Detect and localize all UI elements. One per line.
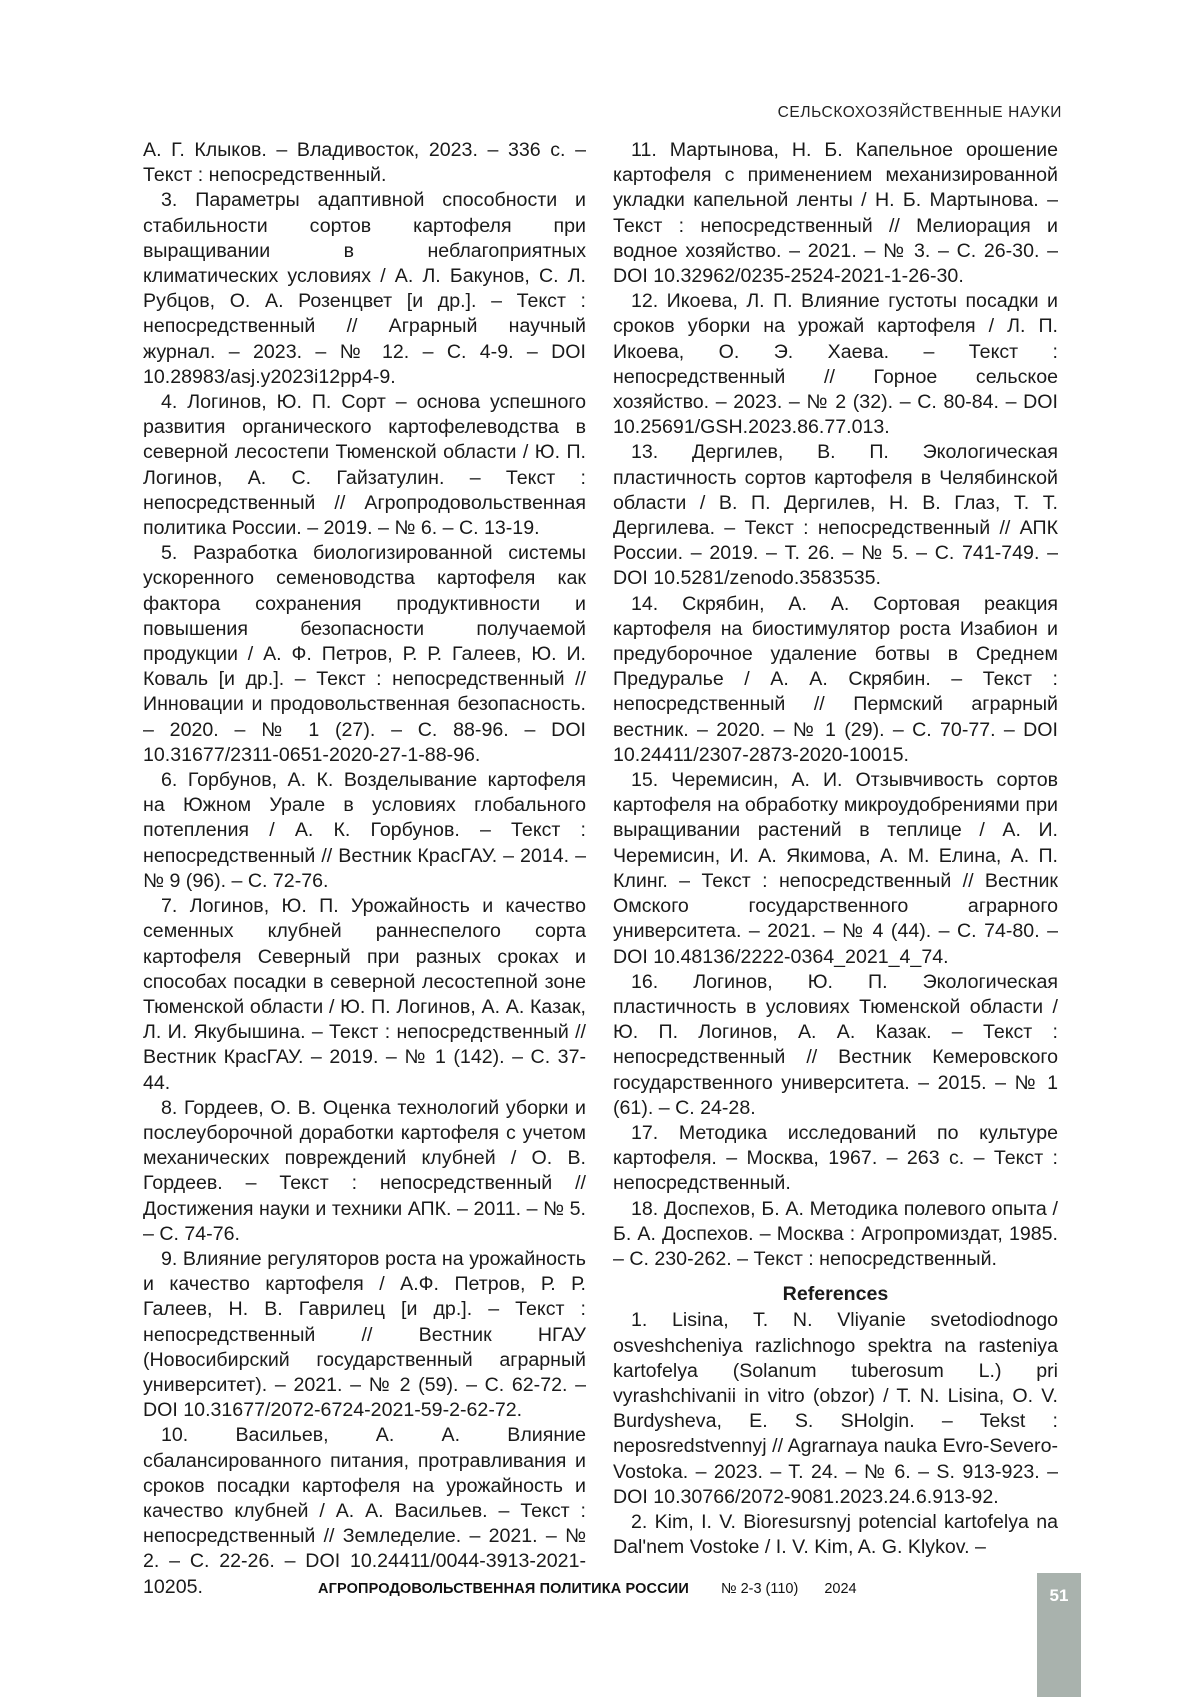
reference-item: 16. Логинов, Ю. П. Экологическая пластичность в условиях Тюменской области / Ю. П. Логинов, А. А. Казак. – Текст : непосредственный // Вестник Кемеровского государственного университета. – 2015. – № 1 (61). – С. 24-28. (613, 970, 1058, 1121)
reference-item: 13. Дергилев, В. П. Экологическая пластичность сортов картофеля в Челябинской области / В. П. Дергилев, Н. В. Глаз, Т. Т. Дергилева. – Текст : непосредственный // АПК России. – 2019. – Т. 26. – № 5. – С. 741-749. – DOI 10.5281/zenodo.3583535. (613, 440, 1058, 591)
issue-year: 2024 (824, 1581, 856, 1597)
reference-item: 17. Методика исследований по культуре картофеля. – Москва, 1967. – 263 с. – Текст : непосредственный. (613, 1121, 1058, 1197)
reference-item: 3. Параметры адаптивной способности и стабильности сортов картофеля при выращивании в неблагоприятных климатических условиях / А. Л. Бакунов, С. Л. Рубцов, О. А. Розенцвет [и др.]. – Текст : непосредственный // Аграрный научный журнал. – 2023. – № 12. – С. 4-9. – DOI 10.28983/asj.y2023i12pp4-9. (143, 188, 586, 390)
page-footer (318, 1581, 857, 1597)
reference-item: 8. Гордеев, О. В. Оценка технологий уборки и послеуборочной доработки картофеля с учетом механических повреждений клубней / О. В. Гордеев. – Текст : непосредственный // Достижения науки и техники АПК. – 2011. – № 5. – С. 74-76. (143, 1096, 586, 1247)
reference-item: 10. Васильев, А. А. Влияние сбалансированного питания, протравливания и сроков посадки картофеля на урожайность и качество клубней / А. А. Васильев. – Текст : непосредственный // Земледелие. – 2021. – № 2. – С. 22-26. – DOI 10.24411/0044-3913-2021-10205. (143, 1423, 586, 1599)
reference-item: 9. Влияние регуляторов роста на урожайность и качество картофеля / А.Ф. Петров, Р. Р. Галеев, Н. В. Гаврилец [и др.]. – Текст : непосредственный // Вестник НГАУ (Новосибирский государственный аграрный университет). – 2021. – № 2 (59). – С. 62-72. – DOI 10.31677/2072-6724-2021-59-2-62-72. (143, 1247, 586, 1423)
reference-item: 14. Скрябин, А. А. Сортовая реакция картофеля на биостимулятор роста Изабион и предуборочное удаление ботвы в Среднем Предуралье / А. А. Скрябин. – Текст : непосредственный // Пермский аграрный вестник. – 2020. – № 1 (29). – С. 70-77. – DOI 10.24411/2307-2873-2020-10015. (613, 592, 1058, 768)
page-number: 51 (1037, 1586, 1081, 1606)
reference-item: 6. Горбунов, А. К. Возделывание картофеля на Южном Урале в условиях глобального потепления / А. К. Горбунов. – Текст : непосредственный // Вестник КрасГАУ. – 2014. – № 9 (96). – С. 72-76. (143, 768, 586, 894)
references-heading: References (613, 1282, 1058, 1307)
left-column (143, 138, 586, 1600)
right-column (613, 138, 1058, 1560)
issue-number: № 2-3 (110) (721, 1581, 798, 1597)
reference-item: 18. Доспехов, Б. А. Методика полевого опыта / Б. А. Доспехов. – Москва : Агропромиздат, 1985. – С. 230-262. – Текст : непосредственный. (613, 1197, 1058, 1273)
section-header: СЕЛЬСКОХОЗЯЙСТВЕННЫЕ НАУКИ (778, 104, 1062, 122)
journal-title: АГРОПРОДОВОЛЬСТВЕННАЯ ПОЛИТИКА РОССИИ (318, 1581, 689, 1597)
reference-item: 5. Разработка биологизированной системы ускоренного семеноводства картофеля как фактора сохранения продуктивности и повышения безопасности получаемой продукции / А. Ф. Петров, Р. Р. Галеев, Ю. И. Коваль [и др.]. – Текст : непосредственный // Инновации и продовольственная безопасность. – 2020. – № 1 (27). – С. 88-96. – DOI 10.31677/2311-0651-2020-27-1-88-96. (143, 541, 586, 768)
reference-item: 12. Икоева, Л. П. Влияние густоты посадки и сроков уборки на урожай картофеля / Л. П. Икоева, О. Э. Хаева. – Текст : непосредственный // Горное сельское хозяйство. – 2023. – № 2 (32). – С. 80-84. – DOI 10.25691/GSH.2023.86.77.013. (613, 289, 1058, 440)
reference-item: 7. Логинов, Ю. П. Урожайность и качество семенных клубней раннеспелого сорта картофеля Северный при разных сроках и способах посадки в северной лесостепной зоне Тюменской области / Ю. П. Логинов, А. А. Казак, Л. И. Якубышина. – Текст : непосредственный // Вестник КрасГАУ. – 2019. – № 1 (142). – С. 37-44. (143, 894, 586, 1096)
page-number-tab (1037, 1573, 1081, 1697)
reference-item-en: 1. Lisina, T. N. Vliyanie svetodiodnogo osveshcheniya razlichnogo spektra na rasteniya kartofelya (Solanum tuberosum L.) pri vyrashchivanii in vitro (obzor) / T. N. Lisina, O. V. Burdysheva, E. S. SHolgin. – Tekst : neposredstvennyj // Agrarnaya nauka Evro-Severo-Vostoka. – 2023. – T. 24. – № 6. – S. 913-923. – DOI 10.30766/2072-9081.2023.24.6.913-92. (613, 1308, 1058, 1510)
reference-item-en: 2. Kim, I. V. Bioresursnyj potencial kartofelya na Dal'nem Vostoke / I. V. Kim, A. G. Klykov. – (613, 1510, 1058, 1560)
reference-item: 4. Логинов, Ю. П. Сорт – основа успешного развития органического картофелеводства в северной лесостепи Тюменской области / Ю. П. Логинов, А. С. Гайзатулин. – Текст : непосредственный // Агропродовольственная политика России. – 2019. – № 6. – С. 13-19. (143, 390, 586, 541)
reference-item: 11. Мартынова, Н. Б. Капельное орошение картофеля с применением механизированной укладки капельной ленты / Н. Б. Мартынова. – Текст : непосредственный // Мелиорация и водное хозяйство. – 2021. – № 3. – С. 26-30. – DOI 10.32962/0235-2524-2021-1-26-30. (613, 138, 1058, 289)
reference-item: 15. Черемисин, А. И. Отзывчивость сортов картофеля на обработку микроудобрениями при выращивании растений в теплице / А. И. Черемисин, И. А. Якимова, А. М. Елина, А. П. Клинг. – Текст : непосредственный // Вестник Омского государственного аграрного университета. – 2021. – № 4 (44). – С. 74-80. – DOI 10.48136/2222-0364_2021_4_74. (613, 768, 1058, 970)
reference-item: А. Г. Клыков. – Владивосток, 2023. – 336 с. – Текст : непосредственный. (143, 138, 586, 188)
